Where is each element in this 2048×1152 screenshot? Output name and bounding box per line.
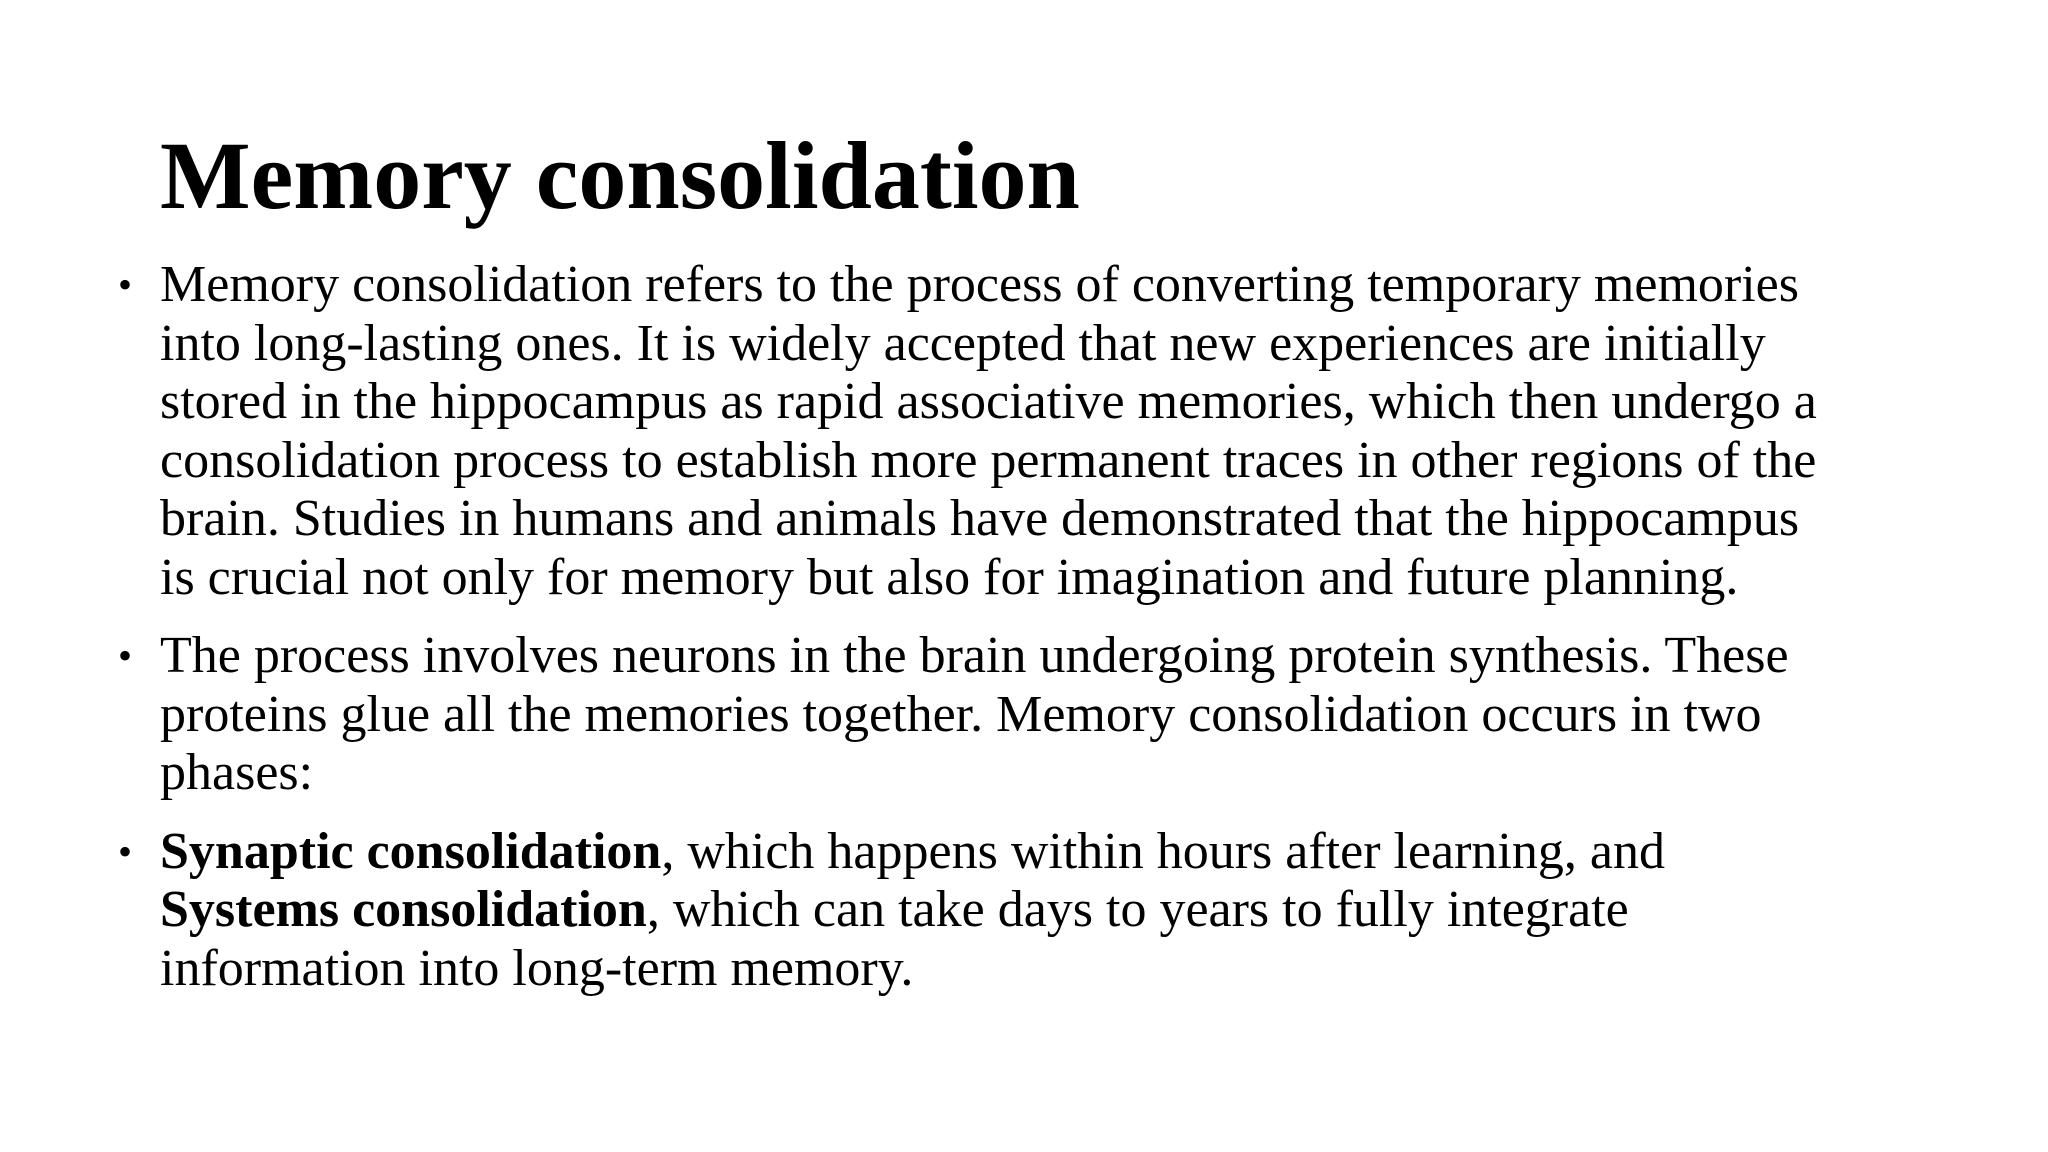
synaptic-consolidation-term: Synaptic consolidation [160, 822, 662, 880]
bullet-text-line [160, 823, 1918, 882]
bullet-marker: • [118, 633, 133, 678]
bullet-text-line: consolidation process to establish more permanent traces in other regions of the [160, 431, 1817, 489]
bullet-text-line: brain. Studies in humans and animals have demonstrated that the hippocampus [160, 490, 1800, 547]
bullet-marker: • [118, 828, 133, 874]
bullet-marker: • [118, 262, 133, 307]
bullet-text-line: Memory consolidation refers to the process of converting temporary memories [160, 256, 1799, 313]
bullet-text-line: proteins glue all the memories together. Memory consolidation occurs in two [160, 685, 1762, 743]
bullet-text-line: is crucial not only for memory but also for imagination and future planning. [160, 548, 1739, 606]
slide-title: Memory consolidation [160, 122, 1080, 229]
systems-consolidation-text: , which can take days to years to fully integrate [646, 881, 1629, 938]
synaptic-consolidation-text: , which happens within hours after learning, and [661, 822, 1665, 880]
systems-consolidation-term: Systems consolidation [160, 881, 647, 938]
bullet-list [118, 256, 1918, 1018]
bullet-item-process [118, 627, 1918, 803]
bullet-text-line: information into long-term memory. [160, 939, 914, 997]
bullet-item-definition [118, 256, 1918, 607]
bullet-text-line: phases: [160, 744, 314, 801]
bullet-text-line: The process involves neurons in the brain undergoing protein synthesis. These [160, 627, 1789, 684]
bullet-text-line: stored in the hippocampus as rapid associative memories, which then undergo a [160, 373, 1817, 430]
bullet-text-line: into long-lasting ones. It is widely accepted that new experiences are initially [160, 314, 1766, 372]
bullet-text-line [160, 881, 1918, 940]
bullet-item-phases [118, 823, 1918, 999]
